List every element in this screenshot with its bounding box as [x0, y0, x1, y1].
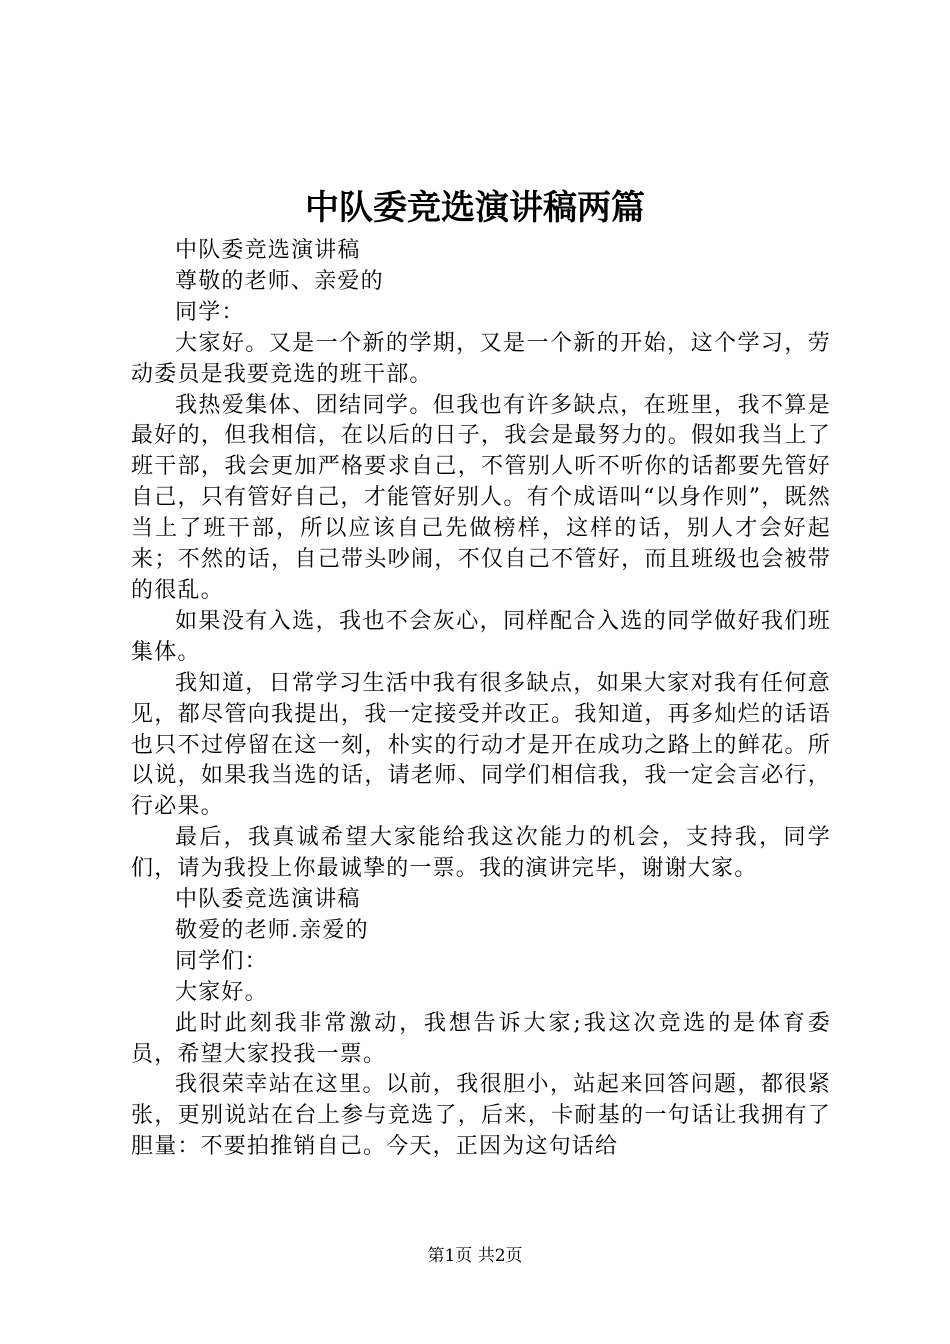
- paragraph: 敬爱的老师.亲爱的: [175, 917, 369, 943]
- paragraph: 最后，我真诚希望大家能给我这次能力的机会，支持我，同学们，请为我投上你最诚挚的一票。我的演讲完毕，谢谢大家。: [131, 825, 831, 882]
- paragraph: 此时此刻我非常激动，我想告诉大家;我这次竞选的是体育委员，希望大家投我一票。: [131, 1010, 831, 1067]
- paragraph: 中队委竞选演讲稿: [175, 887, 361, 913]
- paragraph: 同学们：: [175, 948, 268, 974]
- page-footer: 第1页 共2页: [427, 1246, 523, 1266]
- paragraph: 如果没有入选，我也不会灰心，同样配合入选的同学做好我们班集体。: [131, 608, 831, 665]
- document-title: 中队委竞选演讲稿两篇: [305, 188, 645, 228]
- paragraph: 我热爱集体、团结同学。但我也有许多缺点，在班里，我不算是最好的，但我相信，在以后的日子，我会是最努力的。假如我当上了班干部，我会更加严格要求自己，不管别人听不听你的话都要先管好自己，只有管好自己，才能管好别人。有个成语叫“以身作则”，既然当上了班干部，所以应该自己先做榜样，这样的话，别人才会好起来；不然的话，自己带头吵闹，不仅自己不管好，而且班级也会被带的很乱。: [131, 392, 831, 603]
- paragraph: 我很荣幸站在这里。以前，我很胆小，站起来回答问题，都很紧张，更别说站在台上参与竞选了，后来，卡耐基的一句话让我拥有了胆量：不要拍推销自己。今天，正因为这句话给: [131, 1072, 831, 1160]
- paragraph: 大家好。: [175, 979, 268, 1005]
- paragraph: 中队委竞选演讲稿: [175, 238, 361, 263]
- paragraph: 同学：: [175, 299, 245, 325]
- paragraph: 大家好。又是一个新的学期，又是一个新的开始，这个学习，劳动委员是我要竞选的班干部。: [131, 330, 831, 387]
- paragraph: 尊敬的老师、亲爱的: [175, 268, 384, 294]
- document-body: [131, 236, 831, 1163]
- paragraph: 我知道，日常学习生活中我有很多缺点，如果大家对我有任何意见，都尽管向我提出，我一定接受并改正。我知道，再多灿烂的话语也只不过停留在这一刻，朴实的行动才是开在成功之路上的鲜花。所以说，如果我当选的话，请老师、同学们相信我，我一定会言必行，行必果。: [131, 670, 831, 820]
